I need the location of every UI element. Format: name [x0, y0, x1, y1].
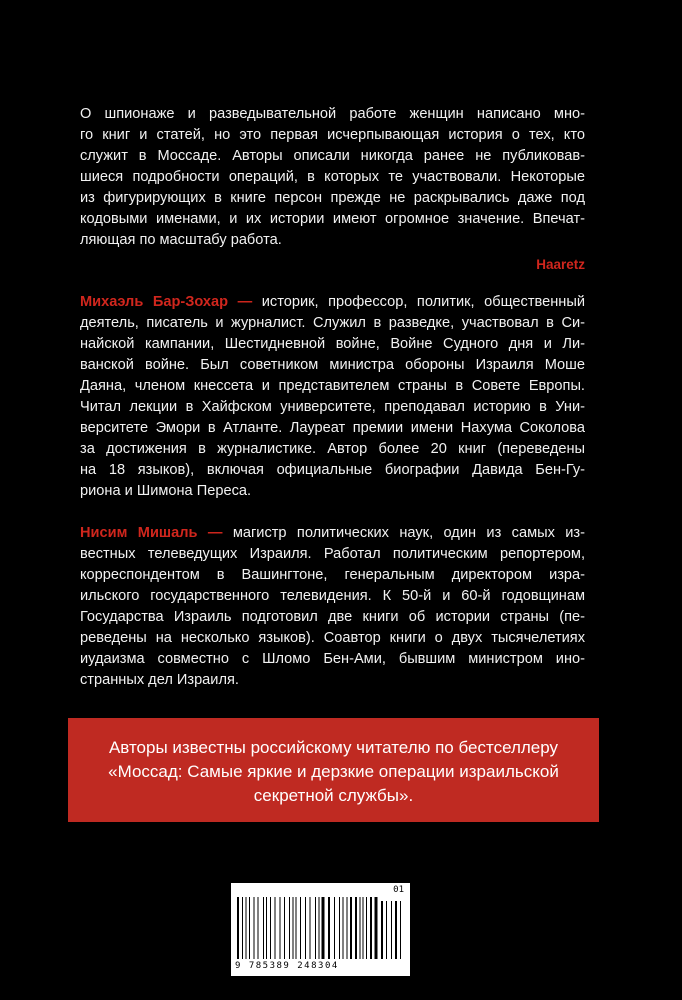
bio-line: Читал лекции в Хайфском университете, преподавал историю в Уни-: [80, 399, 585, 415]
promo-line: Авторы известны российскому читателю по бестселлеру: [108, 738, 559, 757]
bio-line: реведены на несколько языков). Соавтор книги о двух тысячелетиях: [80, 630, 585, 646]
bio-line: Даяна, членом кнессета и представителем страны в Совете Европы.: [80, 378, 585, 394]
bio-line: Государства Израиль подготовил две книги об истории страны (пе-: [80, 609, 585, 625]
bio-text: магистр политических наук, один из самых из-: [222, 525, 585, 541]
barcode-addon-digits: 01: [393, 885, 404, 895]
bio-line: за достижения в журналистике. Автор более 20 книг (переведены: [80, 441, 585, 457]
review-line: служит в Моссаде. Авторы описали никогда ранее не публиковав-: [80, 148, 585, 164]
review-line: шиеся подробности операций, в которых те участвовали. Некоторые: [80, 169, 585, 185]
promo-line: секретной службы».: [253, 786, 414, 805]
bio-text: историк, профессор, политик, общественный: [252, 294, 585, 310]
bio-line: найской кампании, Шестидневной войне, Войне Судного дня и Ли-: [80, 336, 585, 352]
review-line: из фигурирующих в книге персон прежде не раскрывались даже под: [80, 190, 585, 206]
bio-line: деятель, писатель и журналист. Служил в разведке, участвовал в Си-: [80, 315, 585, 331]
barcode-digits: 9 785389 248304: [235, 961, 339, 971]
bio-line: верситете Эмори в Атланте. Лауреат премии имени Нахума Соколова: [80, 420, 585, 436]
bio-line: ванской войне. Был советником министра обороны Израиля Моше: [80, 357, 585, 373]
bio-first-line: [80, 523, 585, 544]
review-line: ляющая по масштабу работа.: [80, 232, 282, 248]
barcode-bars: [235, 887, 406, 961]
review-line: О шпионаже и разведывательной работе женщин написано мно-: [80, 106, 585, 122]
bio-line: странных дел Израиля.: [80, 672, 239, 688]
author-name: Михаэль Бар-Зохар —: [80, 294, 253, 310]
review-source: Haaretz: [536, 257, 585, 272]
author-bio-mishal: [80, 523, 585, 691]
bio-line: на 18 языков), включая официальные биографии Давида Бен-Гу-: [80, 462, 585, 478]
bio-line: ильского государственного телевидения. К 50-й и 60-й годовщинам: [80, 588, 585, 604]
author-name: Нисим Мишаль —: [80, 525, 223, 541]
promo-text: [68, 736, 599, 808]
bio-line: риона и Шимона Переса.: [80, 483, 252, 499]
review-line: кодовыми именами, и их истории имеют огромное значение. Впечат-: [80, 211, 585, 227]
promo-line: «Моссад: Самые яркие и дерзкие операции израильской: [108, 762, 559, 781]
review-line: го книг и статей, но это первая исчерпывающая история о тех, кто: [80, 127, 585, 143]
bio-line: иудаизма совместно с Шломо Бен-Ами, бывшим министром ино-: [80, 651, 585, 667]
bio-first-line: [80, 292, 585, 313]
promo-banner: [68, 718, 599, 822]
review-quote: [80, 104, 585, 251]
author-bio-bar-zohar: [80, 292, 585, 502]
bio-line: вестных телеведущих Израиля. Работал политическим репортером,: [80, 546, 585, 562]
bio-line: корреспондентом в Вашингтоне, генеральным директором изра-: [80, 567, 585, 583]
isbn-barcode: [231, 883, 410, 976]
